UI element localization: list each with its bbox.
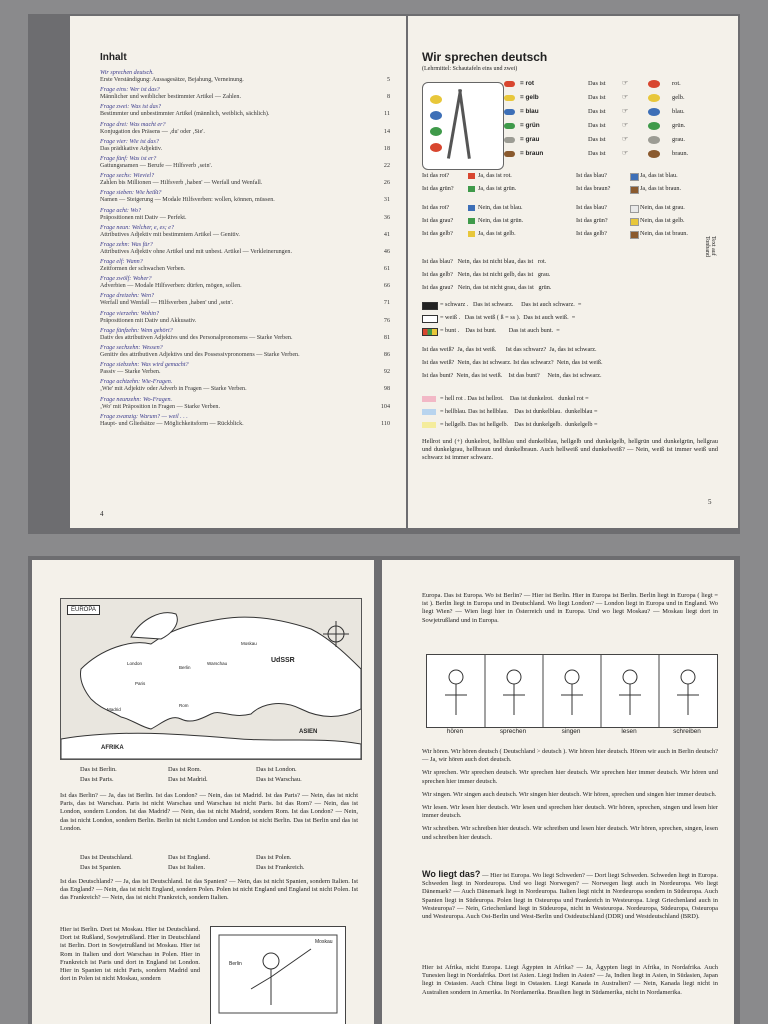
toc-question: Frage acht: Wo?: [100, 207, 142, 214]
europe-map: [60, 598, 362, 760]
caption: Das ist Madrid.: [168, 776, 208, 783]
color-swatch: [504, 123, 515, 129]
toc-page-number: 104: [380, 403, 390, 410]
toc-question: Frage elf: Wann?: [100, 259, 143, 266]
toc-description: [100, 77, 390, 84]
toc-list: [100, 70, 390, 431]
toc-page-number: 22: [383, 162, 390, 169]
caption: Das ist England.: [168, 854, 211, 861]
qa-answer: Nein, das ist braun.: [640, 230, 688, 237]
toc-description-text: Konjugation des Präsens — ‚du' oder ‚Sie'.: [100, 128, 205, 135]
toc-entry[interactable]: [100, 208, 390, 222]
qa-swatch: [630, 205, 639, 213]
toc-page-number: 26: [383, 180, 390, 187]
das-ist-label: Das ist: [588, 94, 606, 101]
color-answer: grün.: [672, 122, 686, 129]
qa-swatch: [630, 173, 639, 181]
toc-description: [100, 94, 390, 101]
toc-question: Frage neun: Welcher, e, es; e?: [100, 224, 175, 231]
map-svg: [61, 599, 361, 759]
toc-description-text: Erste Verständigung: Aussagesätze, Bejahung, Verneinung.: [100, 77, 244, 83]
color-word: = gelb: [520, 94, 539, 101]
verb-paragraph: Wir singen. Wir singen auch deutsch. Wir singen hier deutsch. Wir hören, sprechen und singen hier immer deutsch.: [422, 790, 717, 798]
shade-line: = hellgelb. Das ist hellgelb. Das ist dunkelgelb. dunkelgelb =: [440, 421, 598, 428]
shade-swatch: [422, 396, 436, 402]
toc-entry[interactable]: [100, 139, 390, 153]
toc-entry[interactable]: [100, 242, 390, 256]
qa-question: Ist das blau?: [576, 204, 607, 211]
toc-description: [100, 146, 390, 153]
toc-question: Frage fünf: Was ist er?: [100, 155, 157, 162]
toc-page-number: 71: [383, 300, 390, 307]
toc-description: [100, 404, 390, 411]
countries-paragraph: Ist das Deutschland? — Ja, das ist Deutschland. Ist das Spanien? — Nein, das ist nicht Spanien, sondern Italien. Ist das England? — Nein, das ist nicht England, sondern Polen. Polen ist nicht England und England ist nicht Polen. Ist das Frankreich? — Nein, das ist nicht Frankreich, sondern Italien.: [60, 878, 358, 902]
summary-paragraph: Hellrot und (+) dunkelrot, hellblau und dunkelblau, hellgelb und dunkelgelb, hellgrün und dunkelgrün, hellgrau und dunkelgrau, hellbraun und dunkelbraun. Auch hellweiß und dunkelweiß? — Nein, weiß ist immer weiß und schwarz ist immer schwarz.: [422, 438, 718, 462]
toc-question: Frage zwei: Was ist das?: [100, 104, 162, 111]
negation-line: Ist das grau? Nein, das ist nicht grau, das ist grün.: [422, 284, 552, 291]
color-word: = braun: [520, 150, 544, 157]
toc-description: [100, 421, 390, 428]
qa-question: Ist das rot?: [422, 204, 450, 211]
toc-question: Frage dreizehn: Wen?: [100, 293, 155, 300]
toc-title: Inhalt: [100, 52, 127, 63]
bw-line: = schwarz . Das ist schwarz. Das ist auch schwarz. =: [440, 301, 582, 308]
toc-description: [100, 335, 390, 342]
map-place-madrid: Madrid: [107, 707, 121, 712]
color-word: = grau: [520, 136, 540, 143]
toc-description-text: Genitiv des attributiven Adjektivs und des Possessivpronomens — Starke Verben.: [100, 352, 300, 358]
pointing-hand-icon: ☞: [622, 93, 629, 101]
pointing-hand-icon: ☞: [622, 79, 629, 87]
side-note: Text auf Tonband: [704, 236, 716, 257]
toc-page-number: 14: [383, 128, 390, 135]
toc-description-text: ‚Wo' mit Präposition in Fragen — Starke Verben.: [100, 403, 220, 410]
toc-description-text: Namen — Steigerung — Modale Hilfsverben: wollen, können, müssen.: [100, 197, 275, 204]
continents-paragraph: Hier ist Afrika, nicht Europa. Liegt Ägypten in Afrika? — Ja, Ägypten liegt in Afrika, in Nordafrika. Auch Tunesien liegt in Nordafrika. Dort ist Asien. Liegt Indien in Asien? — Ja, Indien liegt in Asien, in Südasien, Japan liegt in Ostasien. Auch China liegt in Ostasien. Liegt Kanada in Australien? — Nein, Kanada liegt nicht in Australien sondern in Amerika. In Nordamerika. Brasilien liegt in Südamerika, nicht in Nordamerika.: [422, 964, 718, 996]
toc-page-number: 61: [383, 266, 390, 273]
toc-entry[interactable]: [100, 87, 390, 101]
qa-answer: Ja, das ist grün.: [478, 185, 517, 192]
das-ist-label: Das ist: [588, 136, 606, 143]
toc-entry[interactable]: [100, 190, 390, 204]
toc-description: [100, 180, 390, 187]
toc-description-text: Werfall und Wenfall — Hilfsverben ‚haben' und ‚sein'.: [100, 300, 234, 307]
toc-description-text: Dativ des attributiven Adjektivs und des Personalpronomens — Starke Verben.: [100, 334, 293, 341]
toc-description-text: Präpositionen mit Dativ — Perfekt.: [100, 214, 187, 221]
caption: Das ist Polen.: [256, 854, 292, 861]
where-subhead: Wo liegt das?: [422, 869, 481, 879]
verb-paragraph: Wir hören. Wir hören deutsch ( Deutschland > deutsch ). Wir hören hier deutsch. Hören wir auch in Berlin deutsch? — Ja, wir hören auch dort deutsch.: [422, 748, 718, 764]
verb-caption: lesen: [621, 728, 637, 735]
verb-paragraph: Wir sprechen. Wir sprechen deutsch. Wir sprechen hier deutsch. Wir sprechen hier immer deutsch. Wir hören und sprechen hier immer deutsch.: [422, 769, 718, 785]
negation-line: Ist das gelb? Nein, das ist nicht gelb, das ist grau.: [422, 271, 551, 278]
verb-caption: hören: [446, 728, 464, 735]
qa-question: Ist das rot?: [422, 172, 450, 179]
toc-page-number: 98: [383, 386, 390, 393]
das-ist-label: Das ist: [588, 108, 606, 115]
das-ist-label: Das ist: [588, 150, 606, 157]
toc-entry[interactable]: [100, 311, 390, 325]
qa-question: Ist das gelb?: [422, 230, 453, 237]
toc-page: [70, 16, 406, 528]
toc-question: Frage eins: Wer ist das?: [100, 87, 160, 94]
toc-page-number: 66: [383, 283, 390, 290]
toc-description-text: Das prädikative Adjektiv.: [100, 145, 163, 152]
caption: Das ist Warschau.: [256, 776, 302, 783]
shade-swatch: [422, 409, 436, 415]
color-answer: blau.: [672, 108, 685, 115]
toc-description: [100, 283, 390, 290]
bw-qa-line: Ist das bunt? Nein, das ist weiß. Ist das bunt? Nein, das ist schwarz.: [422, 372, 602, 379]
qa-question: Ist das gelb?: [576, 230, 607, 237]
toc-description-text: Haupt- und Gliedsätze — Möglichkeitsform — Rückblick.: [100, 420, 244, 427]
palette-row: [504, 92, 724, 106]
qa-swatch: [468, 186, 475, 192]
toc-question: Frage zwanzig: Warum? — weil . . .: [100, 413, 188, 420]
toc-description-text: Gattungsnamen — Berufe — Hilfsverb ‚sein'.: [100, 162, 213, 169]
toc-entry[interactable]: [100, 259, 390, 273]
toc-entry[interactable]: [100, 397, 390, 411]
qa-answer: Ja, das ist rot.: [478, 172, 512, 179]
toc-question: Frage sechs: Wieviel?: [100, 173, 155, 180]
caption: Das ist Spanien.: [80, 864, 122, 871]
europa-page: [382, 560, 734, 1024]
qa-answer: Nein, das ist grün.: [478, 217, 524, 224]
map-place-moskau: Moskau: [241, 641, 257, 646]
color-answer: rot.: [672, 80, 681, 87]
bw-qa-line: Ist das weiß? Ja, das ist weiß. Ist das schwarz? Ja, das ist schwarz.: [422, 346, 597, 353]
toc-question: Frage zehn: Was für?: [100, 241, 153, 248]
map-place-paris: Paris: [135, 681, 146, 686]
toc-description: [100, 129, 390, 136]
toc-description-text: Attributives Adjektiv ohne Artikel und mit unbest. Artikel — Verkleinerungen.: [100, 248, 292, 255]
toc-entry[interactable]: [100, 276, 390, 290]
toc-entry[interactable]: [100, 379, 390, 393]
toc-question: Frage zwölf: Woher?: [100, 276, 152, 283]
color-swatch: [504, 137, 515, 143]
caption: Das ist Italien.: [168, 864, 206, 871]
negation-line: Ist das blau? Nein, das ist nicht blau, das ist rot.: [422, 258, 547, 265]
toc-entry[interactable]: [100, 104, 390, 118]
das-ist-label: Das ist: [588, 80, 606, 87]
toc-question: Frage fünfzehn: Wem gehört?: [100, 327, 173, 334]
verb-caption: schreiben: [673, 728, 701, 735]
color-answer: grau.: [672, 136, 685, 143]
cities-paragraph: Ist das Berlin? — Ja, das ist Berlin. Ist das London? — Nein, das ist Madrid. Ist das Paris? — Nein, das ist nicht Paris, das ist Warschau. Paris ist nicht Warschau und Warschau ist nicht Paris. Ist das Rom? — Nein, das ist London, sondern London. Ist das Madrid? — Nein, das ist nicht Madrid, sondern Rom. Ist das London? — Nein, das ist nicht London, sondern Berlin. Berlin ist nicht London und London ist nicht Berlin. Das ist Berlin und das ist London.: [60, 792, 358, 832]
das-ist-label: Das ist: [588, 122, 606, 129]
toc-description: [100, 266, 390, 273]
qa-question: Ist das grau?: [422, 217, 454, 224]
toc-description: [100, 318, 390, 325]
qa-swatch: [468, 205, 475, 211]
verbs-strip: [426, 654, 718, 728]
toc-entry[interactable]: [100, 122, 390, 136]
verb-caption: sprechen: [499, 728, 527, 735]
palette-row: [504, 120, 724, 134]
map-place-rom: Rom: [179, 703, 189, 708]
bw-swatch: [422, 315, 438, 323]
toc-page-number: 81: [383, 334, 390, 341]
toc-description: [100, 215, 390, 222]
map-place-afrika: AFRIKA: [101, 745, 124, 751]
figure-label-berlin: Berlin: [229, 961, 242, 967]
toc-description-text: Attributives Adjektiv mit bestimmtem Artikel — Genitiv.: [100, 231, 240, 238]
toc-description-text: Männlicher und weiblicher bestimmter Artikel — Zahlen.: [100, 94, 241, 101]
toc-description: [100, 300, 390, 307]
toc-description: [100, 163, 390, 170]
map-place-london: London: [127, 661, 143, 666]
hier-dort-paragraph: Hier ist Berlin. Dort ist Moskau. Hier ist Deutschland. Dort ist Rußland, Sowjetrußland. Hier in Deutschland ist Berlin. Dort in Sowjetrußland ist Moskau. Hier ist Rom in Italien und dort Warschau in Polen. Hier in Frankreich ist Paris und dort in England ist London. Hier in Spanien ist nicht Paris, sondern Madrid und dort in Polen ist nicht Moskau, sondern: [60, 926, 200, 983]
qa-swatch: [630, 231, 639, 239]
verb-paragraph: Wir schreiben. Wir schreiben hier deutsch. Wir schreiben und lesen hier deutsch. Wir hören, sprechen, singen, lesen und schreiben hier deutsch.: [422, 825, 718, 841]
caption: Das ist Paris.: [80, 776, 114, 783]
shade-line: = hell rot . Das ist hellrot. Das ist dunkelrot. dunkel rot =: [440, 395, 589, 402]
toc-entry[interactable]: [100, 345, 390, 359]
toc-entry[interactable]: [100, 328, 390, 342]
toc-description: [100, 111, 390, 118]
toc-description: [100, 232, 390, 239]
toc-description: [100, 369, 390, 376]
color-blob: [648, 122, 660, 130]
qa-answer: Nein, das ist gelb.: [640, 217, 685, 224]
toc-page-number: 76: [383, 317, 390, 324]
bw-swatch: [422, 302, 438, 310]
toc-page-number: 31: [383, 197, 390, 204]
toc-description: [100, 386, 390, 393]
pointing-hand-icon: ☞: [622, 121, 629, 129]
toc-description: [100, 352, 390, 359]
colors-subtitle: (Lehrmittel: Schautafeln eins und zwei): [422, 66, 518, 72]
toc-page-number: 5: [386, 77, 390, 83]
qa-question: Ist das braun?: [576, 185, 611, 192]
caption: Das ist London.: [256, 766, 297, 773]
figure-label-moskau: Moskau: [315, 939, 333, 945]
caption: Das ist Berlin.: [80, 766, 117, 773]
pointing-hand-icon: ☞: [622, 135, 629, 143]
color-blob: [648, 136, 660, 144]
verb-paragraphs: [422, 748, 718, 847]
toc-description-text: Passiv — Starke Verben.: [100, 369, 161, 376]
map-place-asien: ASIEN: [299, 729, 318, 735]
color-blob: [648, 108, 660, 116]
qa-answer: Ja, das ist blau.: [640, 172, 678, 179]
color-swatch: [504, 151, 515, 157]
qa-question: Ist das grün?: [576, 217, 608, 224]
color-word: = rot: [520, 80, 535, 87]
toc-description-text: Adverbien — Modale Hilfsverben: dürfen, mögen, sollen.: [100, 283, 242, 290]
shade-swatch: [422, 422, 436, 428]
where-block: [422, 870, 718, 921]
toc-question: Wir sprechen deutsch.: [100, 70, 154, 76]
paint-palette: [422, 82, 504, 170]
color-swatch: [504, 109, 515, 115]
toc-question: Frage sechzehn: Wessen?: [100, 345, 163, 351]
qa-question: Ist das grün?: [422, 185, 454, 192]
toc-question: Frage sieben: Wie heißt?: [100, 190, 162, 197]
color-answer: braun.: [672, 150, 689, 157]
qa-answer: Ja, das ist braun.: [640, 185, 682, 192]
qa-swatch: [468, 173, 475, 179]
color-answer: gelb.: [672, 94, 685, 101]
toc-entry[interactable]: [100, 362, 390, 376]
page-number: 4: [100, 510, 104, 518]
toc-entry[interactable]: [100, 173, 390, 187]
map-place-warschau: Warschau: [207, 661, 228, 666]
toc-question: Frage vier: Wie ist das?: [100, 138, 159, 145]
pointing-hand-icon: ☞: [622, 107, 629, 115]
bw-qa-line: Ist das weiß? Nein, das ist schwarz. Ist das schwarz? Nein, das ist weiß.: [422, 359, 603, 366]
bw-line: = bunt . Das ist bunt. Das ist auch bunt. =: [440, 327, 560, 334]
color-swatch: [504, 81, 515, 87]
qa-answer: Ja, das ist gelb.: [478, 230, 516, 237]
toc-description: [100, 197, 390, 204]
page-number: 5: [708, 498, 712, 506]
qa-swatch: [630, 218, 639, 226]
map-label: EUROPA: [67, 605, 100, 615]
pointing-hand-icon: ☞: [622, 149, 629, 157]
qa-answer: Nein, das ist blau.: [478, 204, 523, 211]
palette-row: [504, 148, 724, 162]
toc-page-number: 8: [386, 94, 390, 101]
map-place-berlin: Berlin: [179, 665, 191, 670]
toc-page-number: 41: [383, 231, 390, 238]
qa-swatch: [468, 218, 475, 224]
color-swatch: [504, 95, 515, 101]
toc-question: Frage neunzehn: Wo-Fragen.: [100, 396, 173, 403]
caption: Das ist Frankreich.: [256, 864, 305, 871]
toc-question: Frage siebzehn: Was wird gemacht?: [100, 362, 189, 369]
palette-rows: [504, 78, 724, 162]
palette-row: [504, 134, 724, 148]
toc-entry[interactable]: [100, 70, 390, 84]
toc-description-text: Präpositionen mit Dativ und Akkusativ.: [100, 317, 197, 324]
colors-title: Wir sprechen deutsch: [422, 50, 548, 64]
caption: Das ist Deutschland.: [80, 854, 133, 861]
map-place-udssr: UdSSR: [271, 657, 295, 664]
toc-description-text: ‚Wie' mit Adjektiv oder Adverb in Fragen — Starke Verben.: [100, 386, 247, 393]
palette-row: [504, 78, 724, 92]
color-blob: [648, 80, 660, 88]
toc-entry[interactable]: [100, 156, 390, 170]
toc-entry[interactable]: [100, 293, 390, 307]
color-word: = blau: [520, 108, 539, 115]
color-blob: [648, 150, 660, 158]
color-blob: [648, 94, 660, 102]
toc-page-number: 46: [383, 248, 390, 255]
qa-answer: Nein, das ist grau.: [640, 204, 685, 211]
toc-question: Frage drei: Was macht er?: [100, 121, 166, 128]
europa-intro: Europa. Das ist Europa. Wo ist Berlin? — Hier ist Berlin. Hier in Europa ist Berlin. Berlin liegt in Europa ( liegt = ist ). Berlin liegt in Europa und in Deutschland. Wo liegt London? — London liegt in Europa und in England. Wo liegt Wien? — Wien liegt hier in Österreich und in Europa. Und wo liegt Moskau? — Moskau liegt dort in Sowjetrußland und in Europa.: [422, 592, 718, 624]
where-paragraph: — Hier ist Europa. Wo liegt Schweden? — Dort liegt Schweden. Schweden liegt in Europa. Schweden liegt in Nordeuropa. Und wo liegt Norwegen? — Norwegen liegt auch in Nordeuropa. Wo liegt Dänemark? — Auch Dänemark liegt in Nordeuropa. Italien liegt nicht in Nordeuropa sondern in Südeuropa. Auch Spanien liegt in Südeuropa. Polen liegt in Osteuropa und Frankreich in Westeuropa. Liegt Griechenland auch in Westeuropa? — Nein, Griechenland liegt in Südeuropa, nicht in Westeuropa. Nordeuropa, Südeuropa, Osteuropa und Westeuropa. Auch Ost-Berlin und West-Berlin und Ostdeutschland (DDR) und Westdeutschland (BRD).: [422, 872, 718, 921]
toc-page-number: 18: [383, 145, 390, 152]
color-word: = grün: [520, 122, 540, 129]
toc-page-number: 92: [383, 369, 390, 376]
toc-page-number: 110: [381, 420, 390, 427]
verb-paragraph: Wir lesen. Wir lesen hier deutsch. Wir lesen und sprechen hier deutsch. Wir hören, sprechen, singen und lesen hier immer deutsch.: [422, 804, 718, 820]
qa-question: Ist das blau?: [576, 172, 607, 179]
qa-swatch: [468, 231, 475, 237]
toc-page-number: 36: [383, 214, 390, 221]
toc-description-text: Zahlen bis Millionen — Hilfsverb ‚haben' — Werfall und Wenfall.: [100, 180, 263, 187]
toc-page-number: 11: [384, 111, 390, 118]
map-page: [32, 560, 374, 1024]
teacher-figure: [210, 926, 346, 1024]
colors-page: [408, 16, 738, 528]
bw-swatch: [422, 328, 438, 336]
toc-question: Frage achtzehn: Wie-Fragen.: [100, 379, 173, 386]
bw-line: = weiß . Das ist weiß ( ß = ss ). Das ist auch weiß. =: [440, 314, 576, 321]
verb-caption: singen: [561, 728, 581, 735]
toc-description-text: Bestimmter und unbestimmter Artikel (männlich, weiblich, sächlich).: [100, 111, 270, 118]
toc-description: [100, 249, 390, 256]
qa-swatch: [630, 186, 639, 194]
caption: Das ist Rom.: [168, 766, 202, 773]
toc-page-number: 86: [383, 352, 390, 358]
palette-row: [504, 106, 724, 120]
toc-entry[interactable]: [100, 225, 390, 239]
shade-line: = hellblau. Das ist hellblau. Das ist dunkelblau. dunkelblau =: [440, 408, 598, 415]
toc-description-text: Zeitformen der schwachen Verben.: [100, 266, 186, 273]
toc-question: Frage vierzehn: Wohin?: [100, 310, 160, 317]
toc-entry[interactable]: [100, 414, 390, 428]
